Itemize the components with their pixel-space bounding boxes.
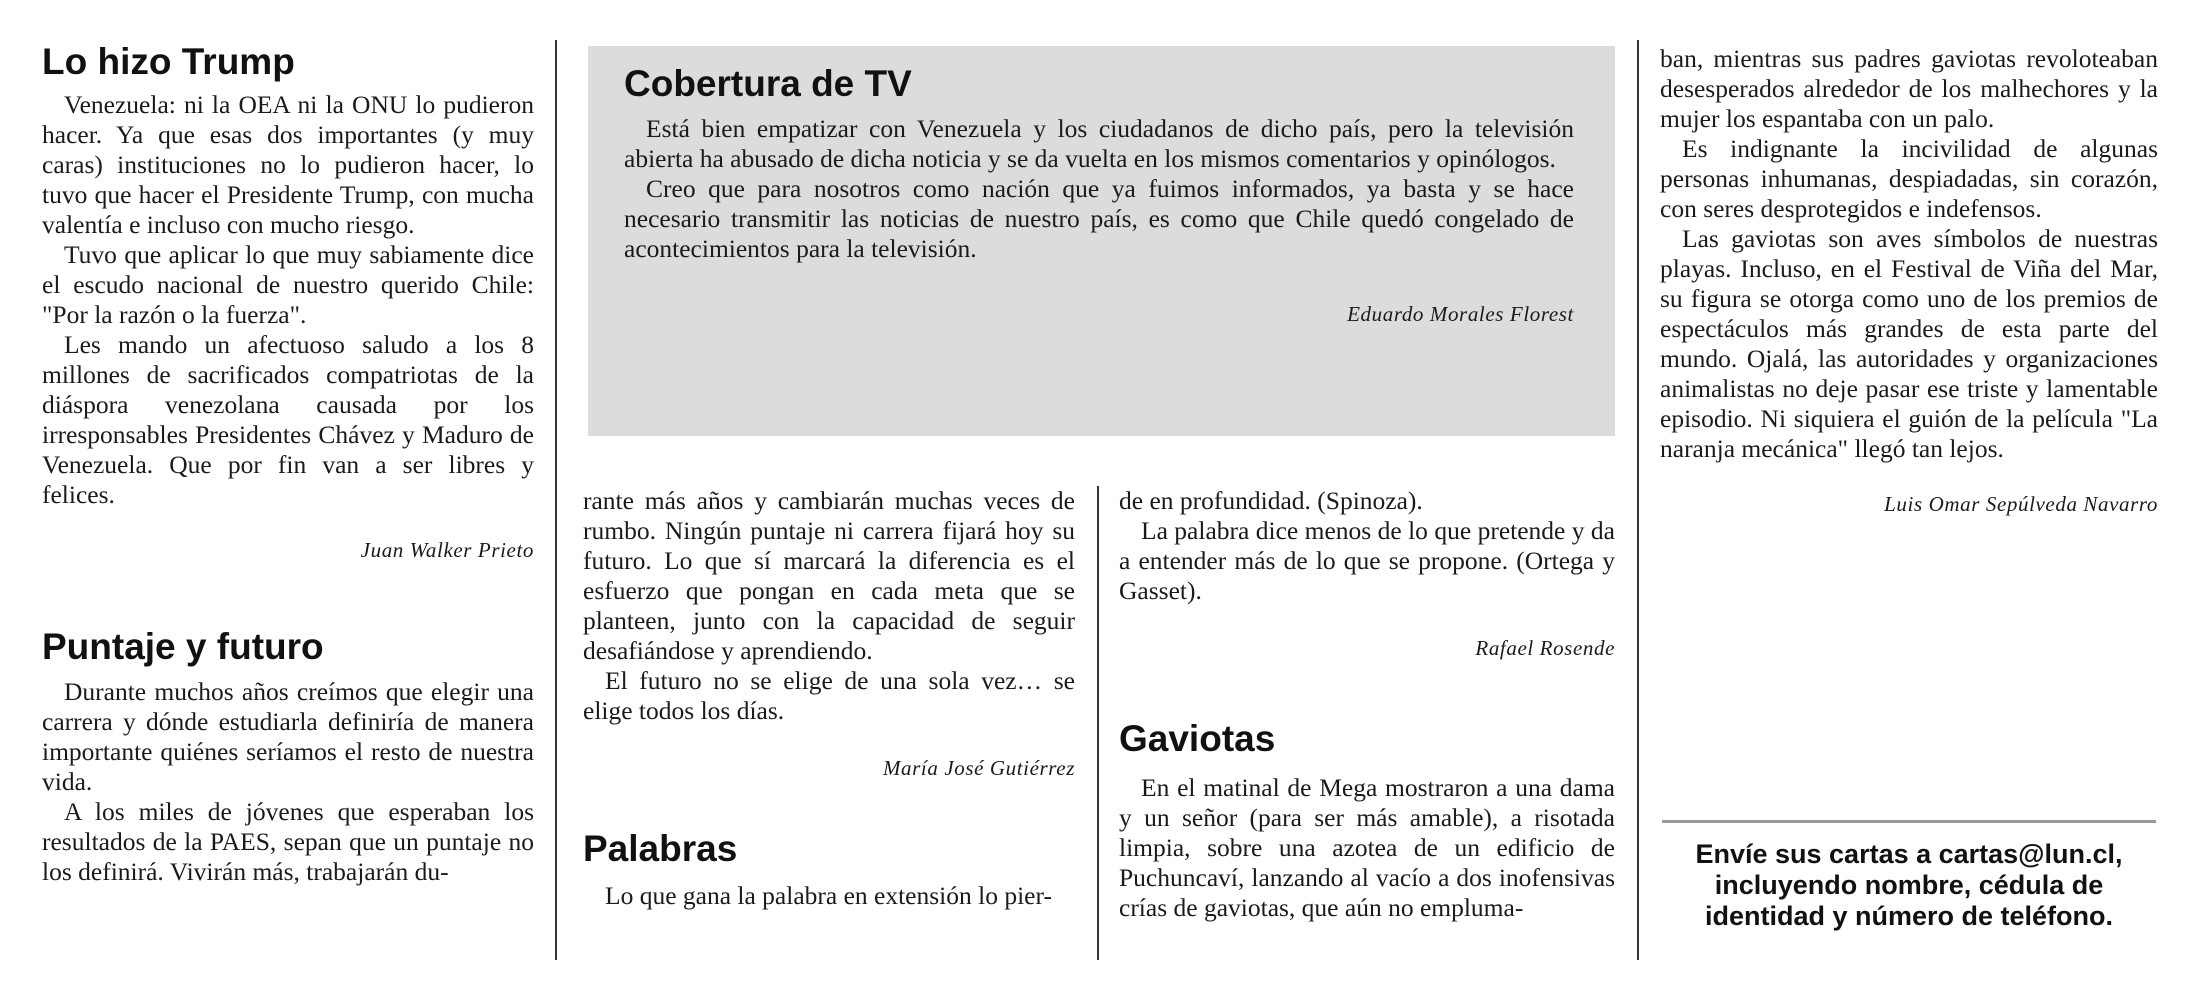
letter-puntaje-y-futuro: [42, 625, 534, 887]
column-divider: [1637, 40, 1639, 960]
paragraph: rante más años y cambiarán muchas veces de rumbo. Ningún puntaje ni carrera fijará hoy su futuro. Lo que sí marcará la diferencia es el esfuerzo que pongan en cada meta que se planteen, junto con la capacidad de seguir desafiándose y aprendiendo.: [583, 486, 1075, 665]
column-divider: [1097, 486, 1099, 960]
letter-signature: Rafael Rosende: [1475, 636, 1615, 660]
letter-body: [1119, 773, 1615, 923]
paragraph: de en profundidad. (Spinoza).: [1119, 486, 1423, 515]
letter-title: Palabras: [583, 828, 738, 869]
paragraph: Las gaviotas son aves símbolos de nuestras playas. Incluso, en el Festival de Viña del Mar, su figura se otorga como uno de los premios de espectáculos más grandes de esta parte del mundo. Ojalá, las autoridades y organizaciones animalistas no deje pasar ese triste y lamentable episodio. Ni siquiera el guión de la película "La naranja mecánica" llegó tan lejos.: [1660, 224, 2158, 463]
letter-body-continued: [1119, 486, 1615, 606]
letter-body: [624, 114, 1574, 264]
letter-title: Cobertura de TV: [624, 63, 912, 104]
paragraph: Es indignante la incivilidad de algunas personas inhumanas, despiadadas, sin corazón, con seres desprotegidos e indefensos.: [1660, 134, 2158, 223]
letter-gaviotas: [1119, 717, 1615, 923]
letter-body: [583, 881, 1075, 911]
paragraph: Lo que gana la palabra en extensión lo pier-: [605, 881, 1052, 910]
letter-cobertura-de-tv: [624, 62, 1574, 327]
column-3: [1119, 486, 1615, 923]
column-2: [583, 486, 1075, 911]
paragraph: ban, mientras sus padres gaviotas revoloteaban desesperados alrededor de los malhechores y la mujer los espantaba con un palo.: [1660, 44, 2158, 133]
paragraph: Durante muchos años creímos que elegir una carrera y dónde estudiarla definiría de manera importante quiénes seríamos el resto de nuestra vida.: [42, 677, 534, 796]
letter-signature: Luis Omar Sepúlveda Navarro: [1884, 492, 2158, 516]
column-1: [42, 40, 534, 887]
paragraph: Está bien empatizar con Venezuela y los ciudadanos de dicho país, pero la televisión abierta ha abusado de dicha noticia y se da vuelta en los mismos comentarios y opinólogos.: [624, 114, 1574, 173]
letter-body-continued: [583, 486, 1075, 726]
submission-notice: Envíe sus cartas a cartas@lun.cl, incluyendo nombre, cédula de identidad y número de teléfono.: [1662, 820, 2156, 932]
letter-cobertura-de-tv-box: [588, 46, 1615, 436]
letter-body-continued: [1660, 44, 2158, 464]
column-divider: [555, 40, 557, 960]
letter-body: [42, 90, 534, 510]
paragraph: Tuvo que aplicar lo que muy sabiamente dice el escudo nacional de nuestro querido Chile: "Por la razón o la fuerza".: [42, 240, 534, 329]
letter-signature: Eduardo Morales Florest: [1347, 302, 1574, 326]
letter-title: Lo hizo Trump: [42, 41, 295, 82]
paragraph: En el matinal de Mega mostraron a una dama y un señor (para ser más amable), a risotada limpia, sobre una azotea de un edificio de Puchuncaví, lanzando al vacío a dos inofensivas crías de gaviotas, que aún no empluma-: [1119, 773, 1615, 922]
paragraph: La palabra dice menos de lo que pretende y da a entender más de lo que se propone. (Ortega y Gasset).: [1119, 516, 1615, 605]
letter-signature: María José Gutiérrez: [882, 756, 1075, 780]
letter-title: Gaviotas: [1119, 718, 1276, 759]
paragraph: A los miles de jóvenes que esperaban los resultados de la PAES, sepan que un puntaje no los definirá. Vivirán más, trabajarán du-: [42, 797, 534, 886]
paragraph: Creo que para nosotros como nación que ya fuimos informados, ya basta y se hace necesario transmitir las noticias de nuestro país, es como que Chile quedó congelado de acontecimientos para la televisión.: [624, 174, 1574, 263]
paragraph: Venezuela: ni la OEA ni la ONU lo pudieron hacer. Ya que esas dos importantes (y muy caras) instituciones no lo pudieron hacer, lo tuvo que hacer el Presidente Trump, con mucha valentía e incluso con mucho riesgo.: [42, 90, 534, 239]
letter-body: [42, 677, 534, 887]
letter-signature: Juan Walker Prieto: [360, 538, 534, 562]
letter-title: Puntaje y futuro: [42, 626, 324, 667]
letter-lo-hizo-trump: [42, 40, 534, 563]
paragraph: El futuro no se elige de una sola vez… se elige todos los días.: [583, 666, 1075, 725]
column-4: [1660, 44, 2158, 517]
paragraph: Les mando un afectuoso saludo a los 8 millones de sacrificados compatriotas de la diáspora venezolana causada por los irresponsables Presidentes Chávez y Maduro de Venezuela. Que por fin van a ser libres y felices.: [42, 330, 534, 509]
letter-palabras: [583, 827, 1075, 911]
